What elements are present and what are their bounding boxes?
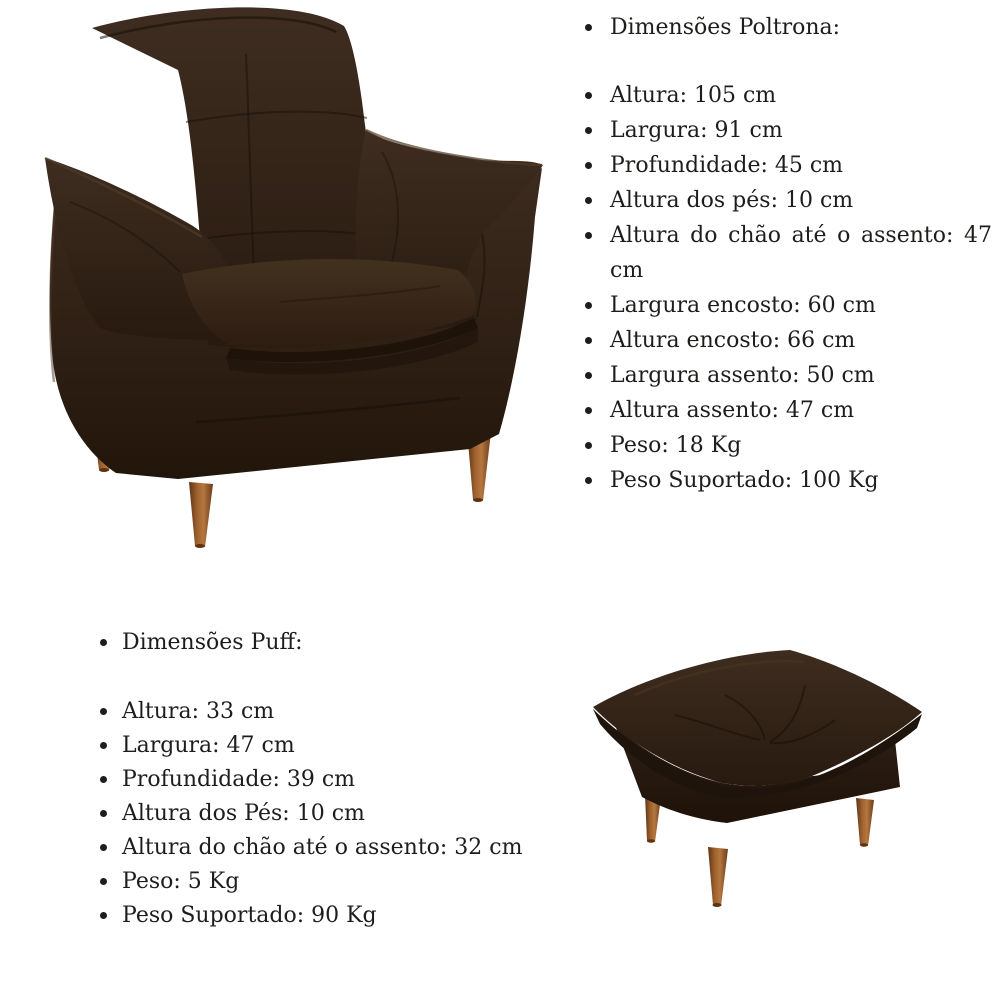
puff-title: Dimensões Puff: (94, 626, 562, 660)
spec-item: Altura dos Pés: 10 cm (94, 797, 562, 831)
armchair-illustration (30, 2, 550, 558)
poltrona-specs-list (579, 10, 992, 498)
puff-specs-list (94, 626, 562, 933)
spec-item: Altura do chão até o assento: 32 cm (94, 831, 562, 865)
spec-item: Profundidade: 45 cm (579, 148, 992, 183)
spec-item: Largura encosto: 60 cm (579, 288, 992, 323)
spec-item: Profundidade: 39 cm (94, 763, 562, 797)
spec-item: Altura assento: 47 cm (579, 393, 992, 428)
spec-item: Altura: 105 cm (579, 78, 992, 113)
poltrona-title: Dimensões Poltrona: (579, 10, 992, 45)
armchair-seat-cushion (182, 259, 478, 374)
spec-item: Altura: 33 cm (94, 695, 562, 729)
puff-photo (575, 640, 935, 920)
spacer (94, 660, 562, 695)
spec-item: Peso Suportado: 100 Kg (579, 463, 992, 498)
armchair-photo (30, 2, 550, 558)
spec-item: Largura: 91 cm (579, 113, 992, 148)
spec-item: Altura dos pés: 10 cm (579, 183, 992, 218)
spacer (579, 45, 992, 78)
puff-illustration (575, 640, 935, 920)
spec-item: Altura encosto: 66 cm (579, 323, 992, 358)
spec-item: Peso Suportado: 90 Kg (94, 899, 562, 933)
spec-item: Peso: 18 Kg (579, 428, 992, 463)
spec-item: Largura: 47 cm (94, 729, 562, 763)
spec-item: Altura do chão até o assento: 47 cm (579, 218, 992, 288)
spec-item: Largura assento: 50 cm (579, 358, 992, 393)
spec-item: Peso: 5 Kg (94, 865, 562, 899)
